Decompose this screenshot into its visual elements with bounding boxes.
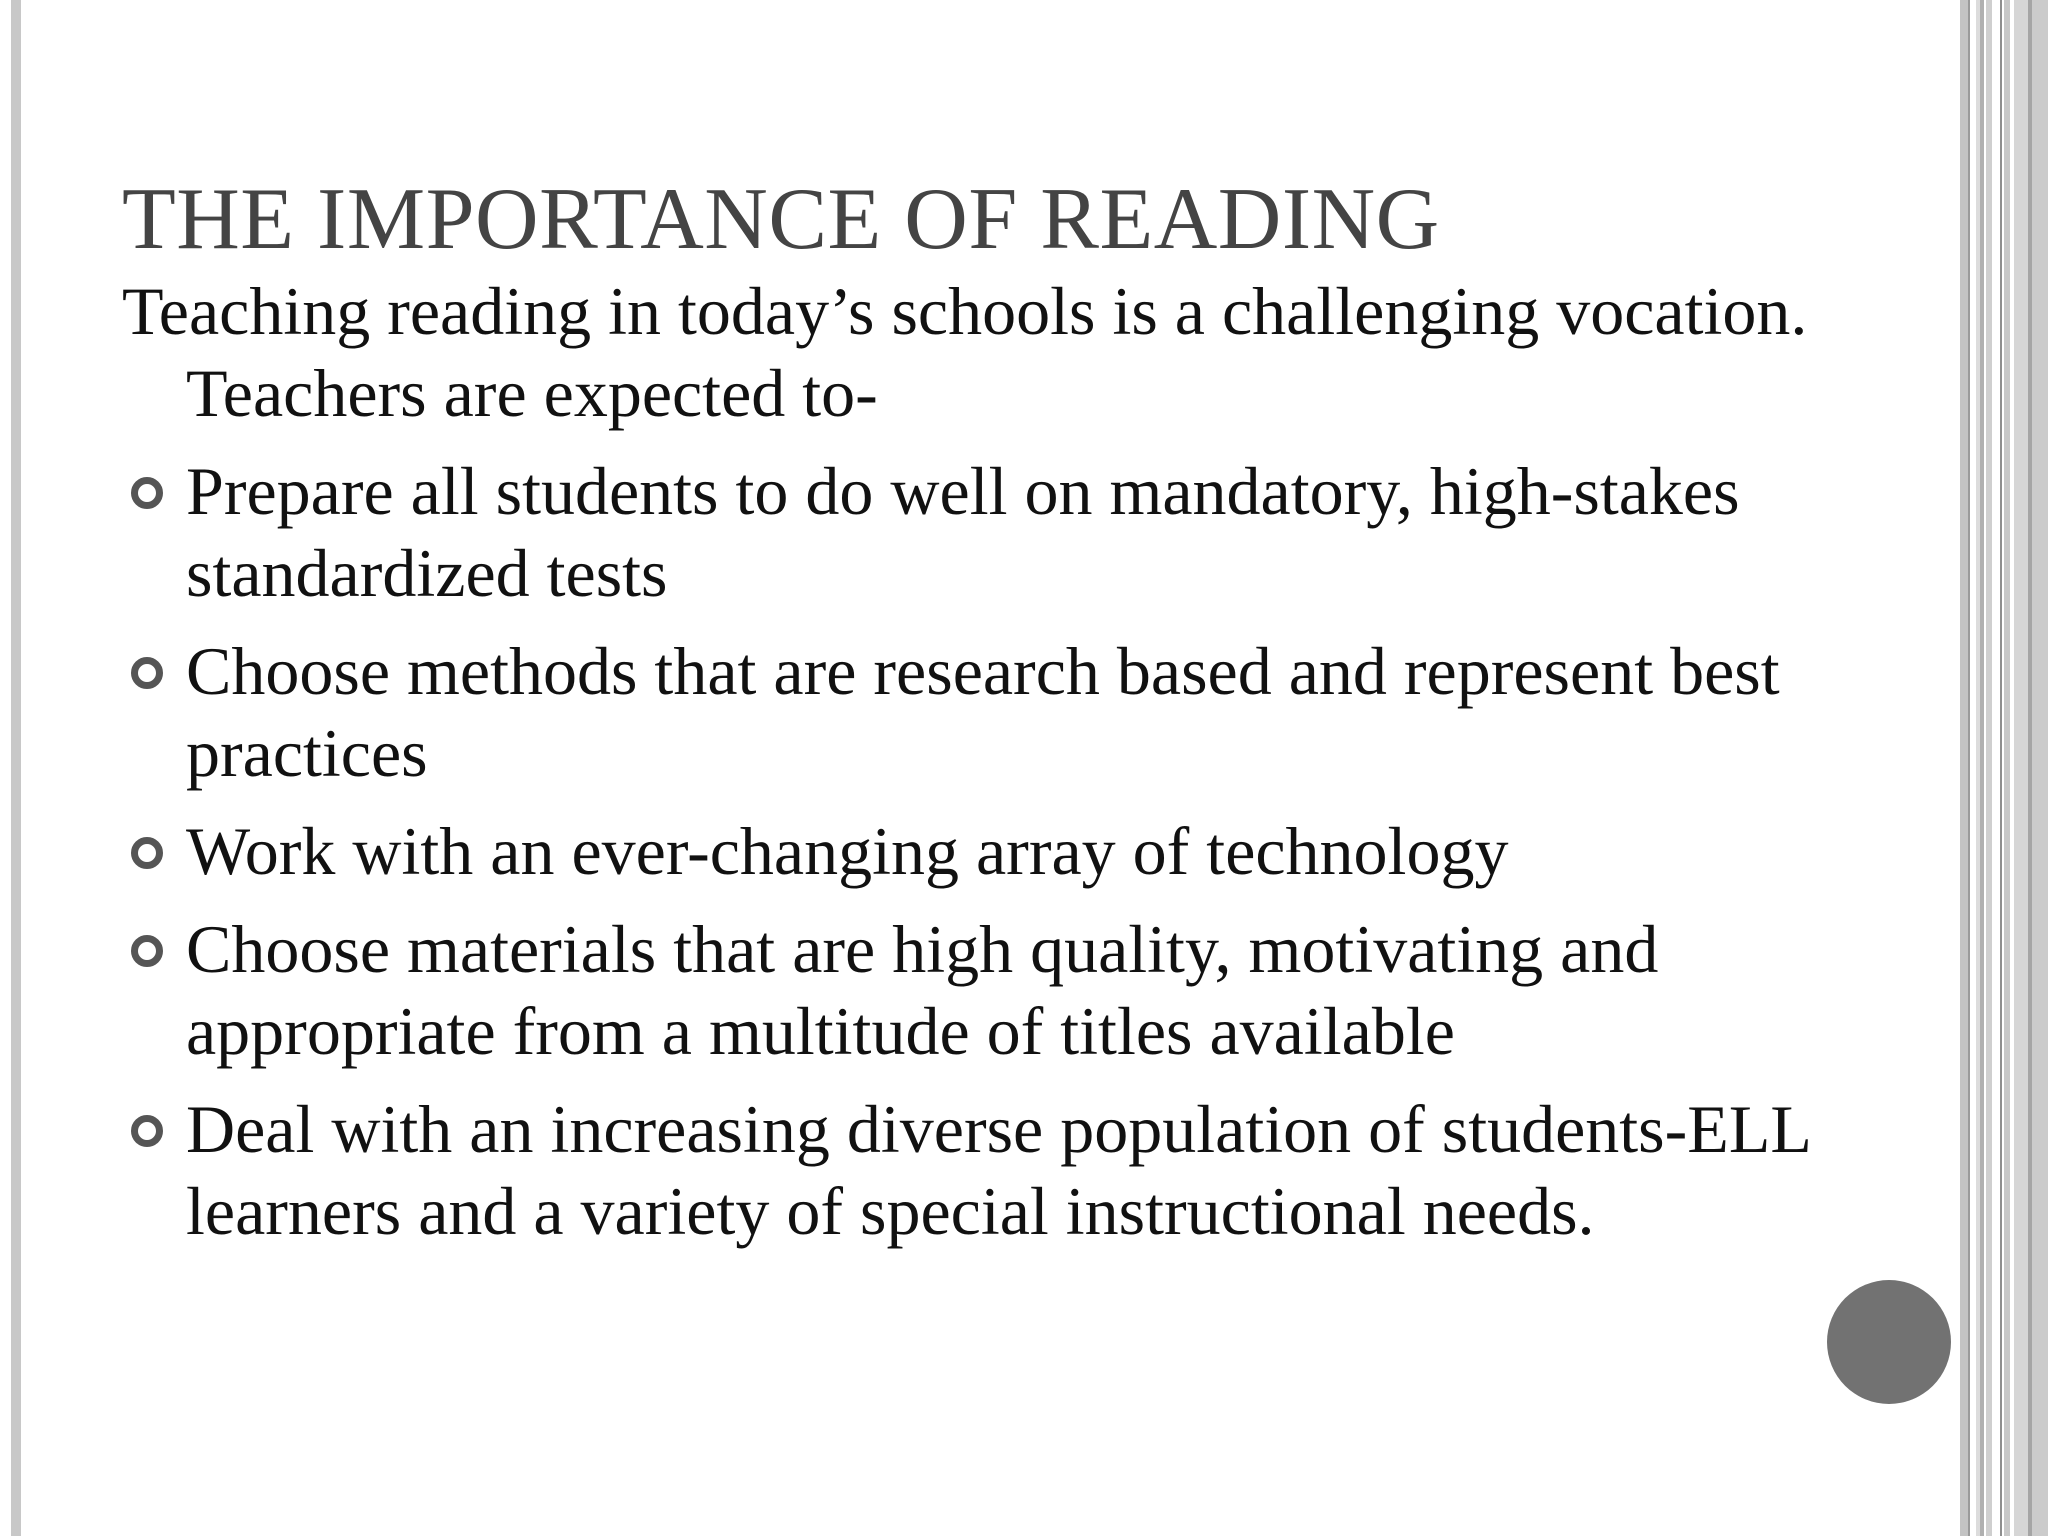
bullet-text: Work with an ever-changing array of technology: [186, 813, 1509, 889]
right-frame-stripe: [2032, 0, 2048, 1536]
right-frame-stripe: [1968, 0, 1970, 1536]
bullet-text: Prepare all students to do well on mandatory, high-stakes standardized tests: [186, 453, 1740, 611]
intro-text: Teaching reading in today’s schools is a challenging vocation. Teachers are expected to-: [122, 273, 1808, 431]
right-frame-stripe: [1980, 0, 1984, 1536]
right-frame-stripe: [2000, 0, 2002, 1536]
right-frame-stripe: [1986, 0, 1992, 1536]
decorative-circle: [1827, 1280, 1951, 1404]
right-frame-stripe: [2014, 0, 2028, 1536]
slide-body: [122, 270, 1952, 1268]
right-frame-stripe: [1960, 0, 1968, 1536]
bullet-item: [122, 630, 1952, 794]
hollow-circle-bullet-icon: [131, 935, 163, 967]
bullet-list: [122, 450, 1952, 1252]
hollow-circle-bullet-icon: [131, 837, 163, 869]
bullet-item: [122, 450, 1952, 614]
bullet-item: [122, 908, 1952, 1072]
hollow-circle-bullet-icon: [131, 477, 163, 509]
bullet-item: [122, 1088, 1952, 1252]
hollow-circle-bullet-icon: [131, 657, 163, 689]
bullet-text: Deal with an increasing diverse population of students-ELL learners and a variety of special instructional needs.: [186, 1091, 1810, 1249]
left-frame-border: [11, 0, 21, 1536]
slide-title: THE IMPORTANCE OF READING: [122, 171, 1440, 268]
bullet-text: Choose materials that are high quality, motivating and appropriate from a multitude of titles available: [186, 911, 1659, 1069]
bullet-item: [122, 810, 1952, 892]
right-frame-stripe: [2004, 0, 2010, 1536]
hollow-circle-bullet-icon: [131, 1115, 163, 1147]
bullet-text: Choose methods that are research based and represent best practices: [186, 633, 1780, 791]
